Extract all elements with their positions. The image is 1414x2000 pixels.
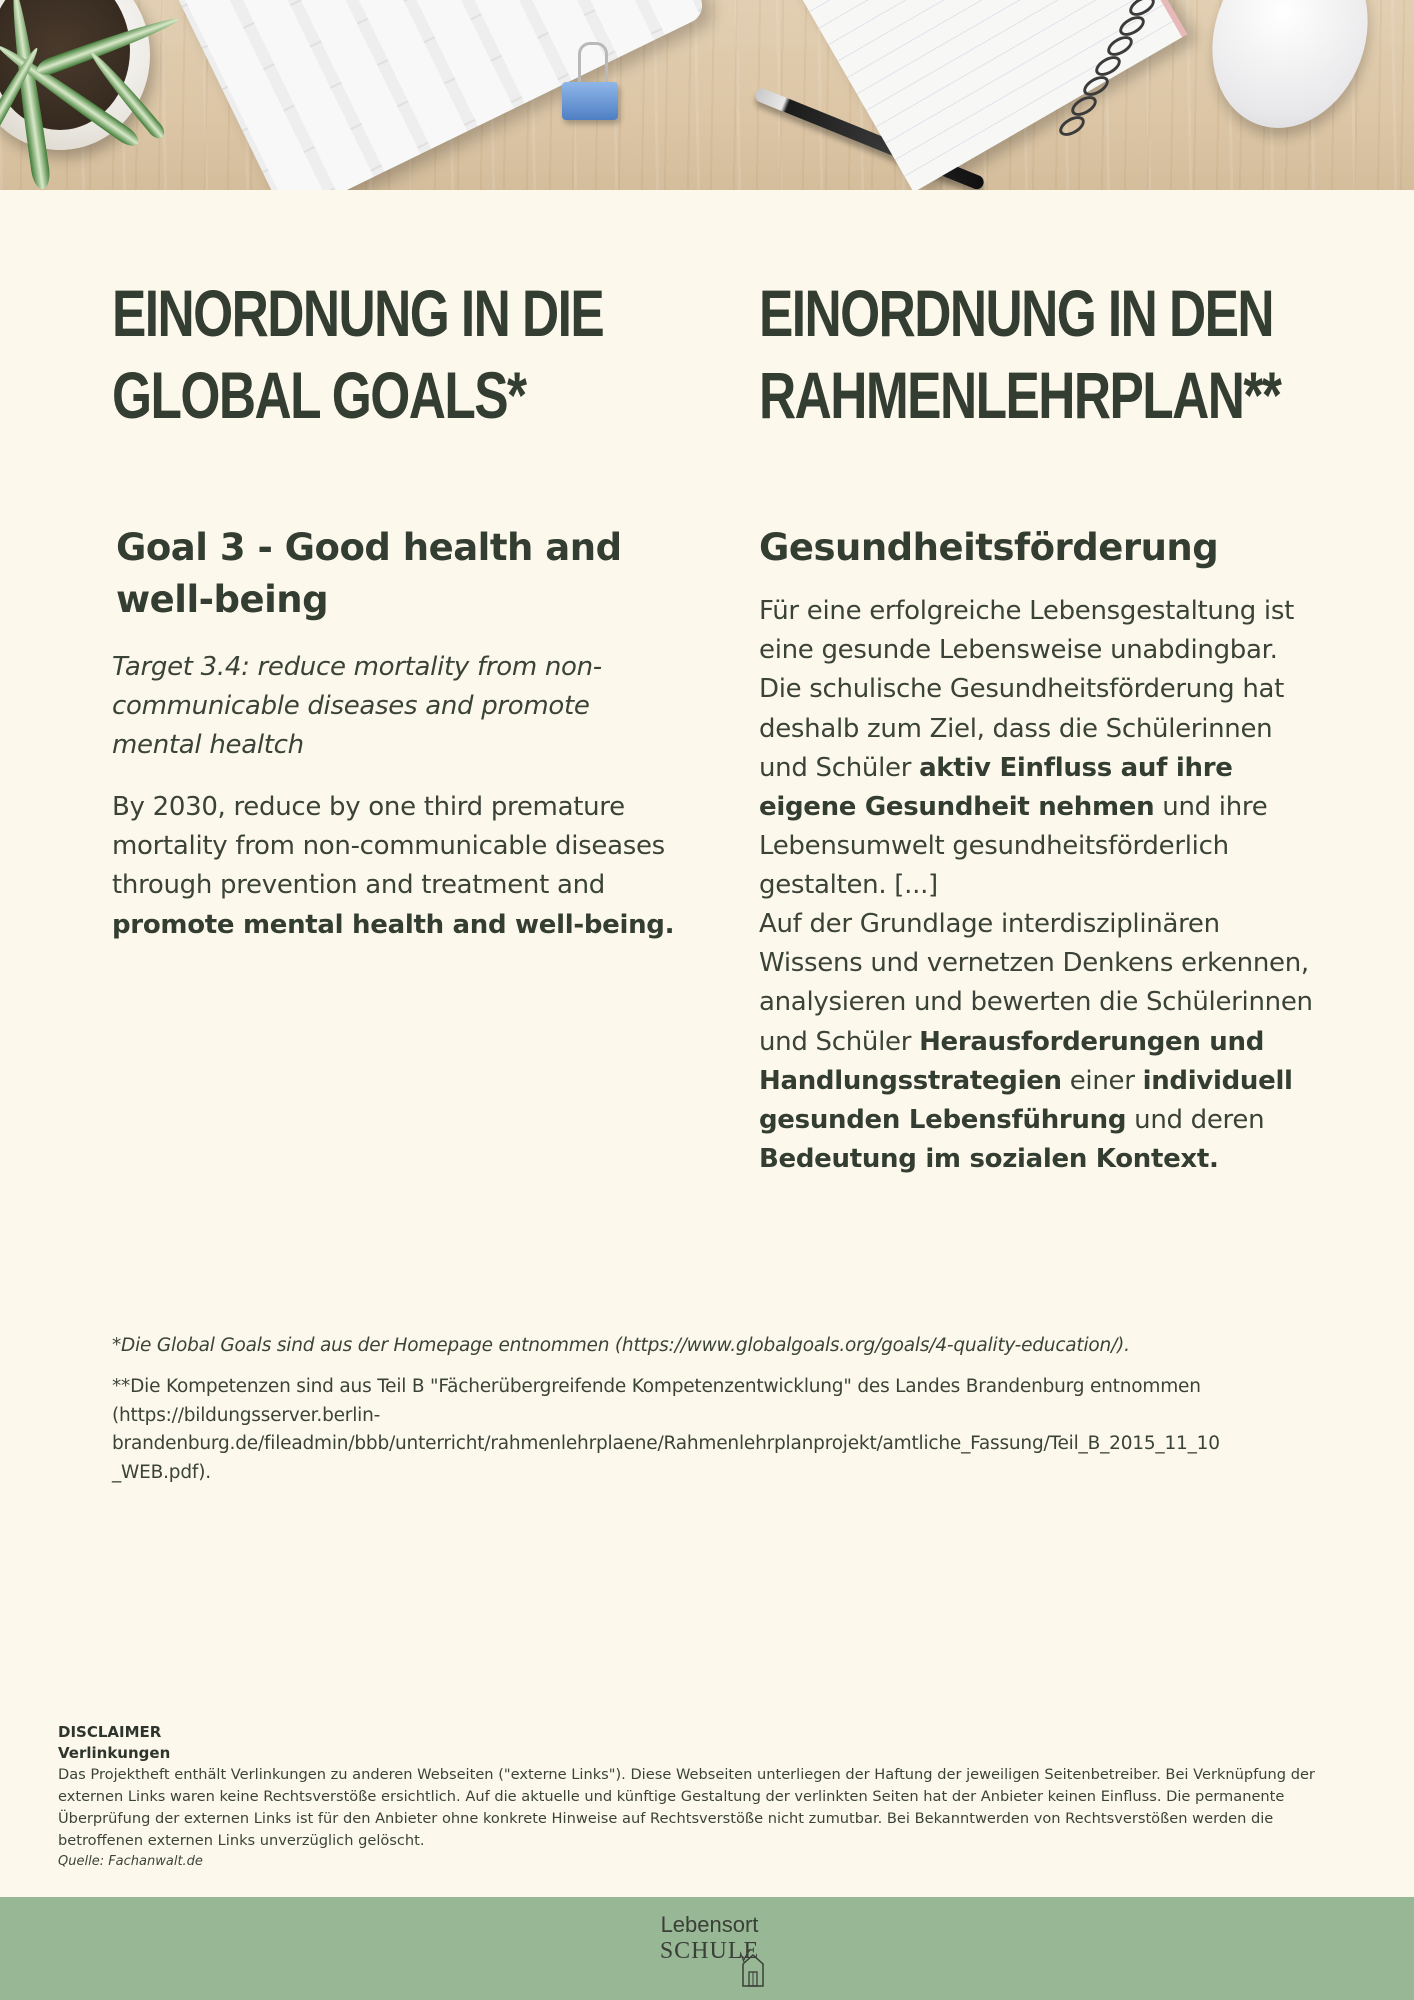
goal-body-text [112, 788, 702, 945]
footnote-global-goals: *Die Global Goals sind aus der Homepage entnommen (https://www.globalgoals.org/goals/4-quality-education/). [112, 1335, 1130, 1356]
binder-clip-icon [562, 82, 618, 120]
footnote-line: _WEB.pdf). [112, 1461, 211, 1483]
footnote-line: brandenburg.de/fileadmin/bbb/unterricht/rahmenlehrplaene/Rahmenlehrplanprojekt/amtliche_Fassung/Teil_B_2015_11_10 [112, 1433, 1220, 1454]
p2-bold-3: Bedeutung im sozialen Kontext. [759, 1144, 1219, 1175]
footnote-line: (https://bildungsserver.berlin- [112, 1404, 381, 1426]
p1-end: und ihre Lebensumwelt gesundheitsförderlich gestalten. [...] [759, 792, 1268, 901]
disclaimer-title: DISCLAIMER [58, 1723, 162, 1741]
global-goals-heading [112, 272, 689, 436]
logo-line-1: Lebensort [660, 1912, 759, 1937]
goal-title [116, 522, 716, 626]
goal-target-text: Target 3.4: reduce mortality from non-communicable diseases and promote mental healtch [112, 652, 602, 761]
house-sprout-icon [740, 1946, 766, 1988]
goal-body-plain: By 2030, reduce by one third premature mortality from non-communicable diseases through prevention and treatment and [112, 792, 665, 901]
goal-body-bold: promote mental health and well-being. [112, 909, 675, 940]
p2-text: Auf der Grundlage interdisziplinären Wissens und vernetzen Denkens erkennen, analysieren und bewerten die Schülerinnen und Schüler [759, 909, 1313, 1057]
keyboard-icon [172, 0, 708, 190]
p2-mid: einer [1061, 1065, 1143, 1096]
lebensort-schule-logo [652, 1912, 767, 1992]
goal-title-line: Goal 3 - Good health and [116, 526, 622, 569]
notebook-spiral [1056, 112, 1088, 140]
curriculum-subtitle: Gesundheitsförderung [759, 526, 1219, 569]
heading-line: GLOBAL GOALS* [112, 358, 526, 432]
goal-title-line: well-being [116, 578, 329, 621]
p1-bold: aktiv Einfluss auf ihre eigene Gesundheit nehmen [759, 752, 1233, 823]
heading-line: EINORDNUNG IN DEN [759, 276, 1274, 350]
p2-mid-2: und deren [1126, 1105, 1265, 1136]
curriculum-paragraph-2 [759, 905, 1319, 1179]
footnote-line: **Die Kompetenzen sind aus Teil B "Fächerübergreifende Kompetenzentwicklung" des Landes Brandenburg entnommen [112, 1376, 1201, 1397]
heading-line: RAHMENLEHRPLAN** [759, 358, 1281, 432]
p2-bold-1: Herausforderungen und Handlungsstrategien [759, 1026, 1265, 1096]
disclaimer-subtitle: Verlinkungen [58, 1744, 171, 1762]
disclaimer-text: Das Projektheft enthält Verlinkungen zu anderen Webseiten ("externe Links"). Diese Webseiten unterliegen der Haftung der jeweiligen Seitenbetreiber. Bei Verknüpfung der externen Links waren keine Rechtsverstöße ersichtlich. Auf die aktuelle und künftige Gestaltung der verlinkten Seiten hat der Anbieter keinen Einfluss. Die permanente Überprüfung der externen Links ist für den Anbieter ohne konkrete Hinweise auf Rechtsverstöße nicht zumutbar. Bei Bekanntwerden von Rechtsverstößen werden die betroffenen externen Links unverzüglich gelöscht. [58, 1766, 1315, 1849]
p1-text: Für eine erfolgreiche Lebensgestaltung ist eine gesunde Lebensweise unabdingbar. Die schulische Gesundheitsförderung hat deshalb zum Ziel, dass die Schülerinnen und Schüler [759, 596, 1295, 783]
disclaimer-section [58, 1722, 1358, 1872]
curriculum-paragraph-1 [759, 592, 1319, 906]
mouse-icon [1187, 0, 1393, 150]
rahmenlehrplan-heading [759, 272, 1336, 436]
disclaimer-source: Quelle: Fachanwalt.de [58, 1854, 203, 1869]
p2-bold-2: individuell gesunden Lebensführung [759, 1065, 1293, 1136]
logo-line-2: SCHULE [659, 1938, 760, 1964]
heading-line: EINORDNUNG IN DIE [112, 276, 604, 350]
footnote-rahmenlehrplan [112, 1373, 1312, 1487]
header-desk-photo [0, 0, 1414, 190]
